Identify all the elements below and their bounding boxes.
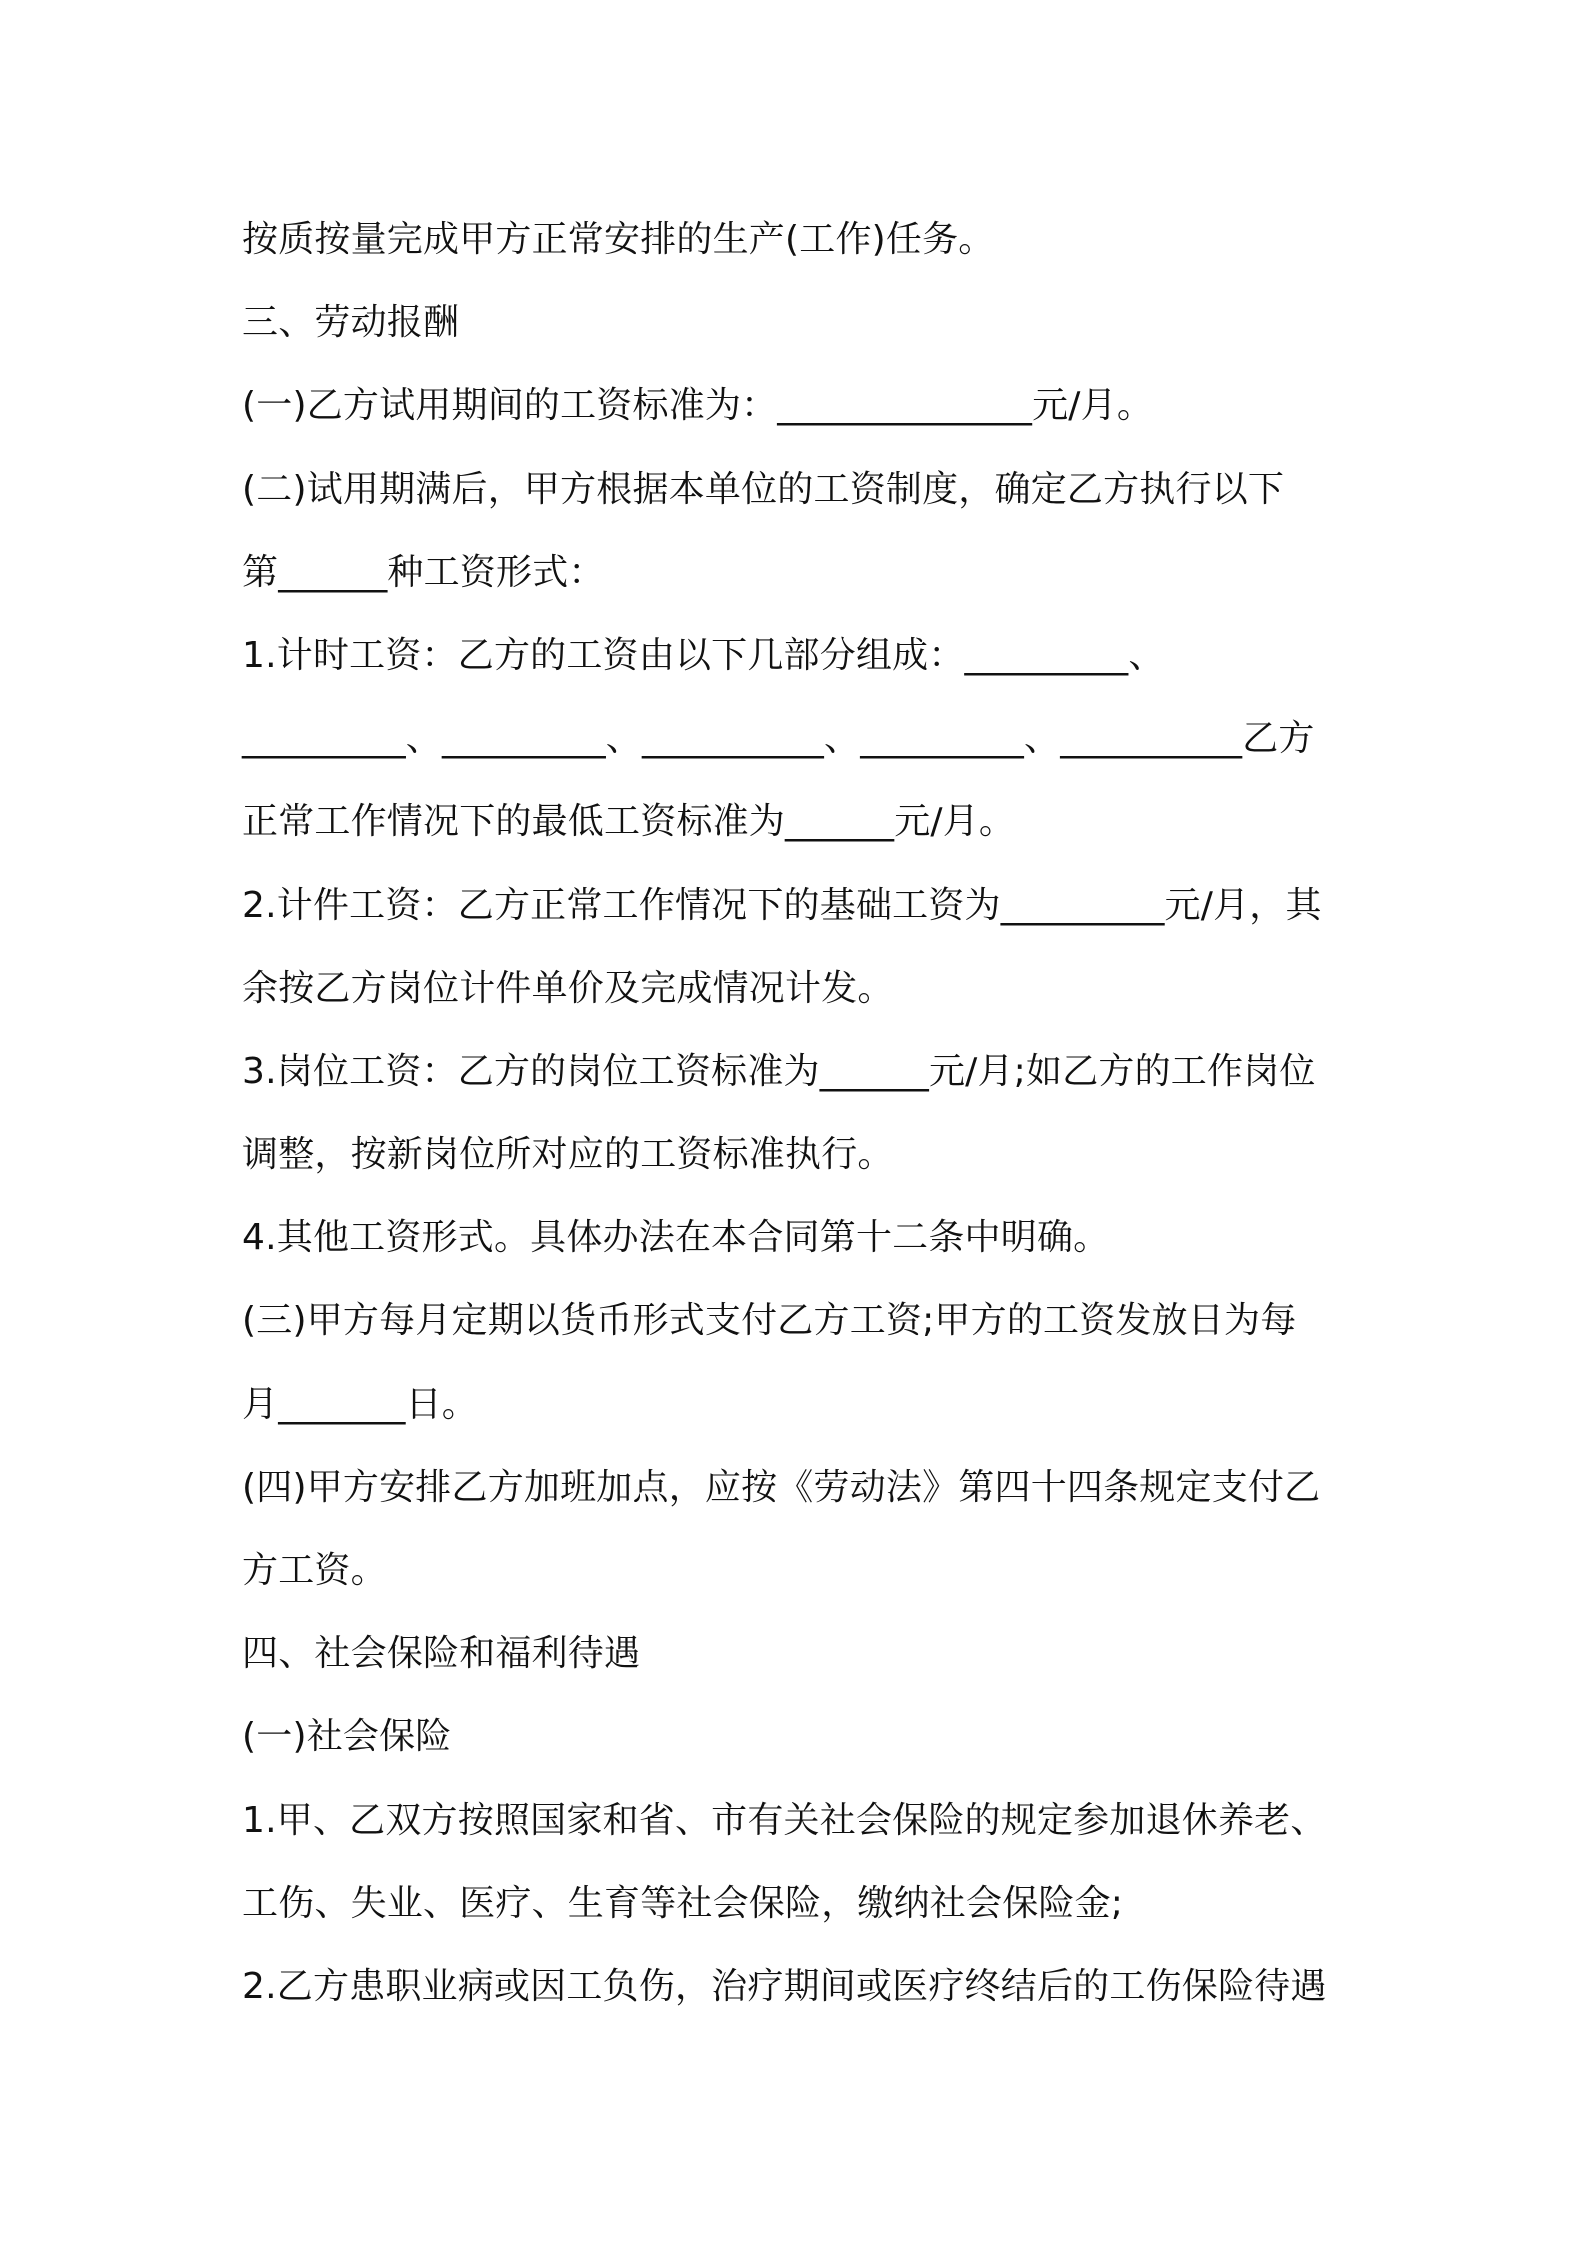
- paragraph-line: 月_______日。: [242, 1383, 479, 1425]
- paragraph-line: 1.甲、乙双方按照国家和省、市有关社会保险的规定参加退休养老、: [242, 1799, 1327, 1841]
- document-body: [242, 198, 1362, 2028]
- section-heading: 三、劳动报酬: [242, 302, 460, 344]
- paragraph-line: 方工资。: [242, 1550, 387, 1591]
- paragraph-line: 第______种工资形式：: [242, 551, 605, 593]
- paragraph-line: 正常工作情况下的最低工资标准为______元/月。: [242, 801, 1016, 843]
- paragraph-line: 工伤、失业、医疗、生育等社会保险，缴纳社会保险金;: [242, 1882, 1124, 1924]
- paragraph-line: 按质按量完成甲方正常安排的生产(工作)任务。: [242, 219, 995, 260]
- paragraph-line: 1.计时工资：乙方的工资由以下几部分组成：_________、: [242, 634, 1165, 676]
- section-heading: 四、社会保险和福利待遇: [242, 1633, 641, 1675]
- paragraph-line: (四)甲方安排乙方加班加点，应按《劳动法》第四十四条规定支付乙: [242, 1466, 1321, 1508]
- paragraph-line: (三)甲方每月定期以货币形式支付乙方工资;甲方的工资发放日为每: [242, 1300, 1297, 1342]
- paragraph-line: 2.乙方患职业病或因工负伤，治疗期间或医疗终结后的工伤保险待遇: [242, 1965, 1327, 2007]
- paragraph-line: 余按乙方岗位计件单价及完成情况计发。: [242, 967, 894, 1009]
- paragraph-line: (二)试用期满后，甲方根据本单位的工资制度，确定乙方执行以下: [242, 468, 1285, 510]
- paragraph-line: (一)乙方试用期间的工资标准为：______________元/月。: [242, 385, 1154, 427]
- paragraph-line: 3.岗位工资：乙方的岗位工资标准为______元/月;如乙方的工作岗位: [242, 1050, 1316, 1092]
- subsection-heading: (一)社会保险: [242, 1716, 452, 1758]
- paragraph-line: 调整，按新岗位所对应的工资标准执行。: [242, 1134, 894, 1176]
- paragraph-line: 2.计件工资：乙方正常工作情况下的基础工资为_________元/月，其: [242, 884, 1322, 926]
- paragraph-line: _________、_________、__________、_________、__________乙方: [242, 718, 1315, 760]
- paragraph-line: 4.其他工资形式。具体办法在本合同第十二条中明确。: [242, 1217, 1110, 1259]
